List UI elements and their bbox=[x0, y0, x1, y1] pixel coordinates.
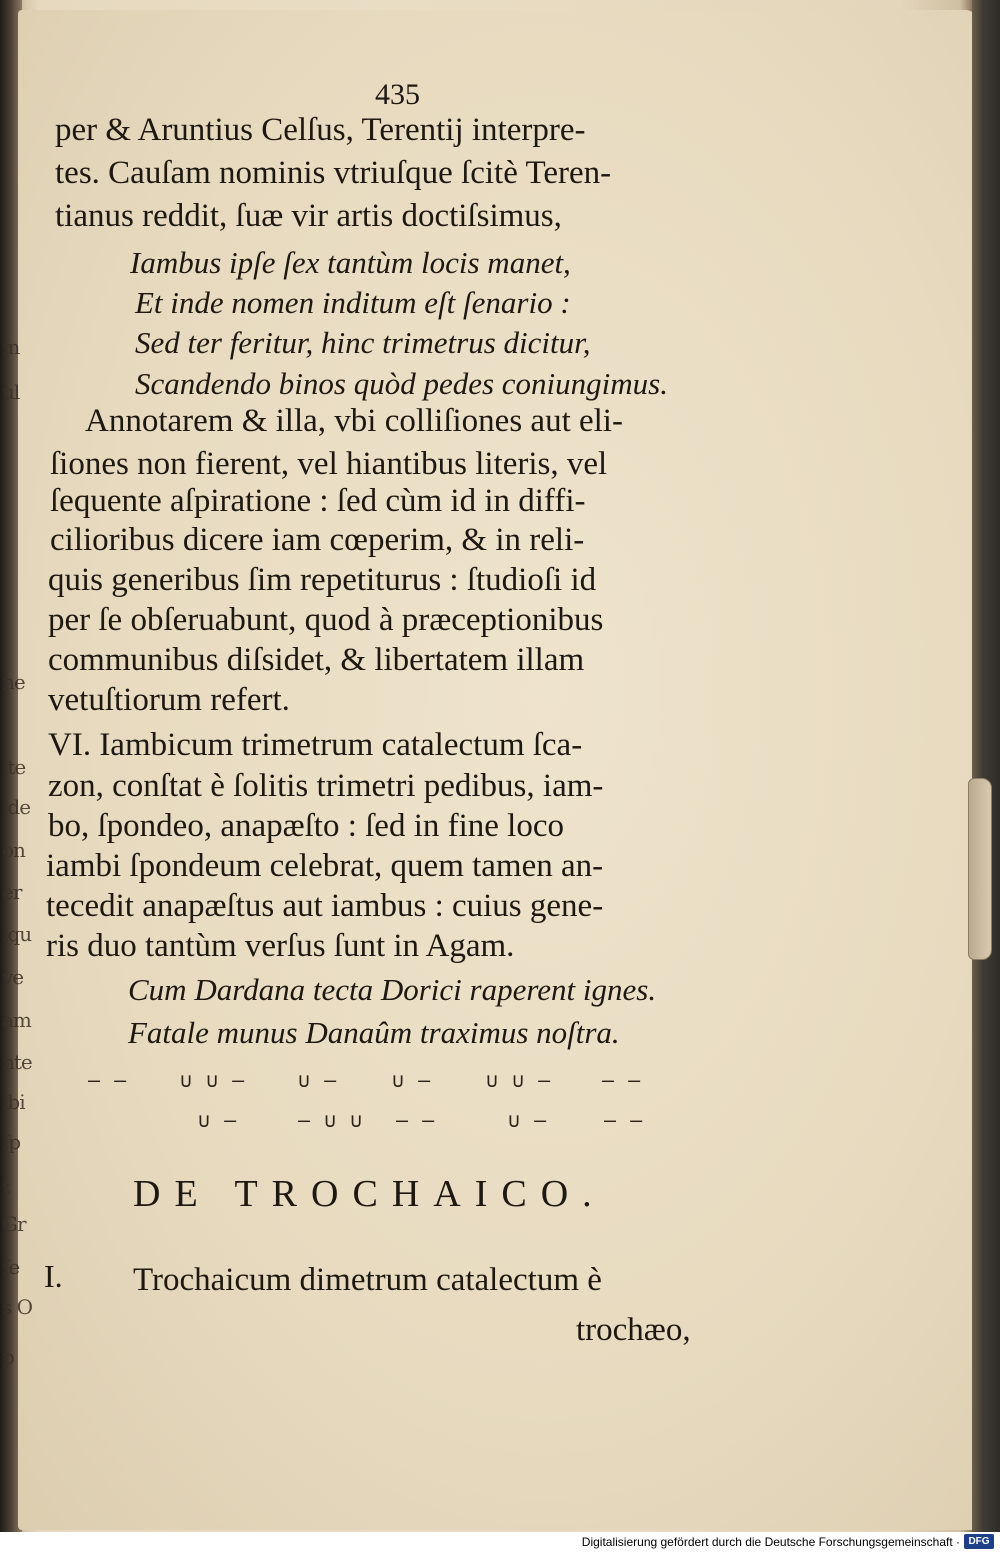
meter-mark: ∪ ∪ – bbox=[180, 1068, 246, 1092]
margin-bleed-text: in bbox=[2, 335, 20, 359]
body-line: bo, ſpondeo, anapæſto : ſed in fine loco bbox=[48, 808, 564, 844]
verse-line: Fatale munus Danaûm traximus noſtra. bbox=[128, 1015, 620, 1050]
body-line: cilioribus dicere iam cœperim, & in reli- bbox=[50, 522, 585, 558]
margin-bleed-text: er bbox=[2, 880, 22, 904]
funding-credit: Digitalisierung gefördert durch die Deutsche Forschungsgemeinschaft · bbox=[581, 1535, 960, 1549]
body-line: tes. Cauſam nominis vtriuſque ſcitè Teren- bbox=[55, 155, 612, 191]
meter-mark: – – bbox=[88, 1068, 128, 1092]
verse-line: Cum Dardana tecta Dorici raperent ignes. bbox=[128, 972, 657, 1007]
meter-mark: ∪ ∪ – bbox=[486, 1068, 552, 1092]
body-line: per ſe obſeruabunt, quod à præceptionibus bbox=[48, 602, 604, 638]
margin-bleed-text: on bbox=[2, 838, 25, 862]
footer-bar bbox=[0, 1532, 1000, 1553]
page-edge-right bbox=[972, 0, 1000, 1532]
meter-mark: ∪ – bbox=[198, 1108, 238, 1132]
margin-bleed-text: t bbox=[2, 1175, 10, 1199]
body-line: VI. Iambicum trimetrum catalectum ſca- bbox=[48, 727, 583, 763]
meter-mark: ∪ – bbox=[392, 1068, 432, 1092]
body-line: ſiones non fierent, vel hiantibus literis, vel bbox=[50, 446, 608, 482]
margin-bleed-text: ſe bbox=[2, 1255, 20, 1279]
margin-bleed-text: ite bbox=[2, 755, 26, 779]
margin-bleed-text: Gr bbox=[2, 1212, 26, 1236]
body-line: zon, conſtat è ſolitis trimetri pedibus, iam- bbox=[48, 768, 604, 804]
meter-mark: – – bbox=[396, 1108, 436, 1132]
meter-mark: – ∪ ∪ bbox=[298, 1108, 364, 1132]
meter-mark: – – bbox=[602, 1068, 642, 1092]
margin-bleed-text: ul bbox=[2, 380, 20, 404]
body-line: ris duo tantùm verſus ſunt in Agam. bbox=[46, 928, 515, 964]
body-line: vetuſtiorum refert. bbox=[48, 682, 290, 718]
section-heading: DE TROCHAICO. bbox=[133, 1173, 606, 1215]
margin-bleed-text: p bbox=[2, 1345, 14, 1369]
meter-mark: – – bbox=[604, 1108, 644, 1132]
verse-line: Et inde nomen inditum eſt ſenario : bbox=[135, 285, 571, 320]
meter-mark: ∪ – bbox=[508, 1108, 548, 1132]
body-line: iambi ſpondeum celebrat, quem tamen an- bbox=[46, 848, 604, 884]
body-line: Trochaicum dimetrum catalectum è bbox=[133, 1262, 602, 1298]
verse-line: Iambus ipſe ſex tantùm locis manet, bbox=[130, 245, 571, 280]
body-line: tecedit anapæſtus aut iambus : cuius gene- bbox=[46, 888, 604, 924]
body-line: per & Aruntius Celſus, Terentij interpre- bbox=[55, 112, 586, 148]
margin-bleed-text: ſp bbox=[2, 1130, 21, 1154]
margin-bleed-text: iqu bbox=[2, 922, 32, 946]
section-number: I. bbox=[44, 1258, 63, 1294]
body-line: ſequente aſpiratione : ſed cùm id in diffi- bbox=[50, 483, 586, 519]
catchword: trochæo, bbox=[576, 1312, 691, 1348]
body-line: tianus reddit, ſuæ vir artis doctiſsimus, bbox=[55, 198, 562, 234]
margin-bleed-text: ne bbox=[2, 670, 25, 694]
margin-bleed-text: s O bbox=[2, 1295, 33, 1319]
meter-mark: ∪ – bbox=[298, 1068, 338, 1092]
body-line: quis generibus ſim repetiturus : ſtudioſi id bbox=[48, 562, 597, 598]
dfg-logo: DFG bbox=[964, 1534, 994, 1549]
margin-bleed-text: am bbox=[2, 1008, 31, 1032]
body-line: Annotarem & illa, vbi colliſiones aut eli- bbox=[85, 403, 623, 439]
page-number: 435 bbox=[375, 78, 420, 111]
margin-bleed-text: ibi bbox=[2, 1090, 25, 1114]
verse-line: Scandendo binos quòd pedes coniungimus. bbox=[135, 366, 668, 401]
margin-bleed-text: nte bbox=[2, 1050, 32, 1074]
body-line: communibus diſsidet, & libertatem illam bbox=[48, 642, 585, 678]
margin-bleed-text: ve bbox=[2, 965, 24, 989]
bookmark-tab bbox=[968, 778, 992, 960]
margin-bleed-text: ide bbox=[2, 795, 31, 819]
verse-line: Sed ter feritur, hinc trimetrus dicitur, bbox=[135, 325, 591, 360]
